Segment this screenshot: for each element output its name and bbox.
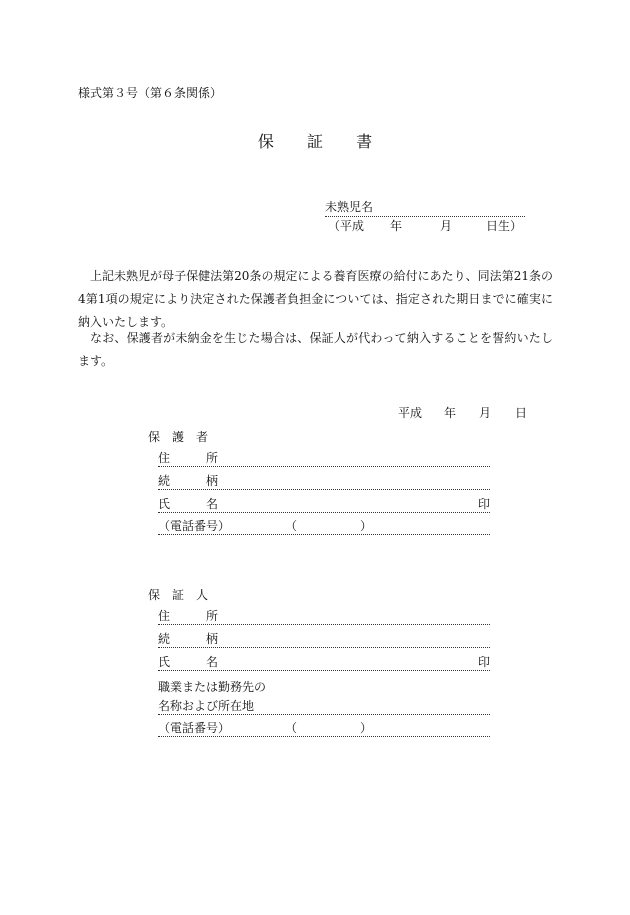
guardian-name-label: 氏 名 xyxy=(158,497,219,511)
guarantor-seal-mark: 印 xyxy=(477,655,490,669)
guardian-phone-close: ） xyxy=(360,519,373,533)
guarantor-relation-field[interactable] xyxy=(158,631,490,648)
guarantor-name-field[interactable] xyxy=(158,654,490,671)
guarantor-heading: 保 証 人 xyxy=(148,588,209,602)
form-number: 様式第３号（第６条関係） xyxy=(78,86,223,100)
guarantor-phone-field[interactable] xyxy=(158,720,490,737)
guardian-seal-mark: 印 xyxy=(477,497,490,511)
birth-era: （平成 xyxy=(328,219,365,233)
guardian-relation-field[interactable] xyxy=(158,473,490,490)
guardian-address-label: 住 所 xyxy=(158,451,219,465)
guardian-relation-label: 続 柄 xyxy=(158,474,219,488)
guarantor-phone-close: ） xyxy=(360,721,373,735)
date-month-label: 月 xyxy=(479,406,492,420)
date-era: 平成 xyxy=(398,406,423,420)
pledge-paragraph-1: 上記未熟児が母子保健法第20条の規定による養育医療の給付にあたり、同法第21条の4第1項の規定により決定された保護者負担金については、指定された期日までに確実に納入いたします。 xyxy=(78,269,553,329)
guardian-phone-label: （電話番号） xyxy=(158,519,231,533)
birth-month-label: 月 xyxy=(440,219,453,233)
date-day-label: 日 xyxy=(515,406,528,420)
guardian-phone-field[interactable] xyxy=(158,518,490,535)
guardian-phone-open: （ xyxy=(285,519,298,533)
guarantor-address-label: 住 所 xyxy=(158,609,219,623)
guarantor-relation-label: 続 柄 xyxy=(158,632,219,646)
child-name-field[interactable] xyxy=(325,198,525,217)
guardian-address-field[interactable] xyxy=(158,450,490,467)
birth-day-label: 日生） xyxy=(486,219,523,233)
birth-year-label: 年 xyxy=(390,219,403,233)
guarantor-phone-label: （電話番号） xyxy=(158,721,231,735)
document-date xyxy=(398,404,527,421)
guardian-name-field[interactable] xyxy=(158,496,490,513)
guarantor-workplace-field[interactable] xyxy=(158,698,490,715)
guarantor-address-field[interactable] xyxy=(158,608,490,625)
guarantor-phone-open: （ xyxy=(285,721,298,735)
guarantor-name-label: 氏 名 xyxy=(158,655,219,669)
birth-date-line xyxy=(328,217,522,234)
document-title: 保 証 書 xyxy=(257,132,387,151)
guarantor-occupation-label: 職業または勤務先の xyxy=(158,680,267,694)
pledge-paragraph-2: なお、保護者が未納金を生じた場合は、保証人が代わって納入することを誓約いたします。 xyxy=(78,331,553,368)
guarantor-workplace-label: 名称および所在地 xyxy=(158,699,255,713)
guardian-heading: 保 護 者 xyxy=(148,430,209,444)
child-name-label: 未熟児名 xyxy=(325,200,374,214)
date-year-label: 年 xyxy=(444,406,457,420)
